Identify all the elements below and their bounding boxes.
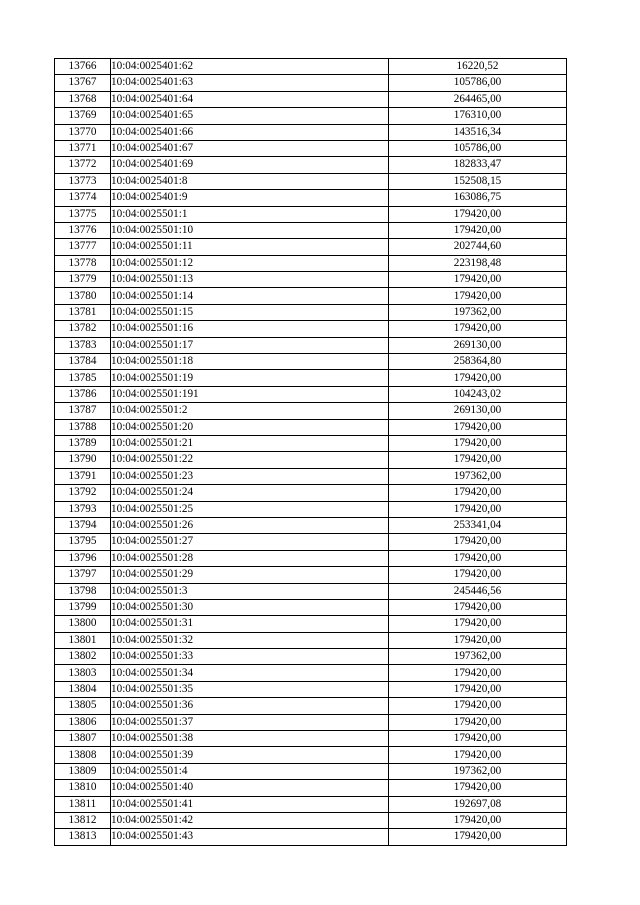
cadastral-number-cell: 10:04:0025501:38 xyxy=(111,731,389,747)
table-row xyxy=(55,731,567,747)
row-number-cell: 13786 xyxy=(55,386,111,402)
table-row xyxy=(55,452,567,468)
value-cell: 179420,00 xyxy=(389,452,567,468)
row-number-cell: 13768 xyxy=(55,91,111,107)
value-cell: 179420,00 xyxy=(389,550,567,566)
cadastral-number-cell: 10:04:0025501:2 xyxy=(111,403,389,419)
row-number-cell: 13774 xyxy=(55,190,111,206)
value-cell: 182833,47 xyxy=(389,157,567,173)
row-number-cell: 13812 xyxy=(55,812,111,828)
table-body xyxy=(55,59,567,846)
cadastral-number-cell: 10:04:0025501:31 xyxy=(111,616,389,632)
cadastral-number-cell: 10:04:0025401:69 xyxy=(111,157,389,173)
cadastral-number-cell: 10:04:0025501:43 xyxy=(111,829,389,845)
cadastral-number-cell: 10:04:0025501:4 xyxy=(111,763,389,779)
table-row xyxy=(55,140,567,156)
cadastral-number-cell: 10:04:0025501:11 xyxy=(111,239,389,255)
row-number-cell: 13772 xyxy=(55,157,111,173)
row-number-cell: 13783 xyxy=(55,337,111,353)
row-number-cell: 13789 xyxy=(55,435,111,451)
data-table xyxy=(54,58,567,846)
table-row xyxy=(55,304,567,320)
value-cell: 192697,08 xyxy=(389,796,567,812)
table-row xyxy=(55,583,567,599)
row-number-cell: 13790 xyxy=(55,452,111,468)
table-row xyxy=(55,747,567,763)
cadastral-number-cell: 10:04:0025501:27 xyxy=(111,534,389,550)
value-cell: 197362,00 xyxy=(389,763,567,779)
table-row xyxy=(55,534,567,550)
row-number-cell: 13770 xyxy=(55,124,111,140)
table-row xyxy=(55,698,567,714)
cadastral-number-cell: 10:04:0025401:64 xyxy=(111,91,389,107)
row-number-cell: 13797 xyxy=(55,567,111,583)
cadastral-number-cell: 10:04:0025401:62 xyxy=(111,59,389,75)
value-cell: 104243,02 xyxy=(389,386,567,402)
cadastral-number-cell: 10:04:0025501:26 xyxy=(111,517,389,533)
table-row xyxy=(55,665,567,681)
cadastral-number-cell: 10:04:0025501:22 xyxy=(111,452,389,468)
cadastral-number-cell: 10:04:0025501:37 xyxy=(111,714,389,730)
value-cell: 245446,56 xyxy=(389,583,567,599)
row-number-cell: 13802 xyxy=(55,649,111,665)
cadastral-number-cell: 10:04:0025401:63 xyxy=(111,75,389,91)
value-cell: 179420,00 xyxy=(389,370,567,386)
value-cell: 163086,75 xyxy=(389,190,567,206)
table-row xyxy=(55,681,567,697)
cadastral-number-cell: 10:04:0025501:15 xyxy=(111,304,389,320)
row-number-cell: 13778 xyxy=(55,255,111,271)
table-row xyxy=(55,567,567,583)
cadastral-number-cell: 10:04:0025401:8 xyxy=(111,173,389,189)
table-row xyxy=(55,190,567,206)
value-cell: 179420,00 xyxy=(389,534,567,550)
table-row xyxy=(55,485,567,501)
table-row xyxy=(55,550,567,566)
row-number-cell: 13782 xyxy=(55,321,111,337)
table-row xyxy=(55,632,567,648)
table-row xyxy=(55,173,567,189)
value-cell: 179420,00 xyxy=(389,632,567,648)
cadastral-number-cell: 10:04:0025501:23 xyxy=(111,468,389,484)
value-cell: 179420,00 xyxy=(389,288,567,304)
row-number-cell: 13785 xyxy=(55,370,111,386)
cadastral-number-cell: 10:04:0025501:36 xyxy=(111,698,389,714)
cadastral-number-cell: 10:04:0025501:29 xyxy=(111,567,389,583)
table-row xyxy=(55,468,567,484)
row-number-cell: 13810 xyxy=(55,780,111,796)
value-cell: 179420,00 xyxy=(389,681,567,697)
row-number-cell: 13773 xyxy=(55,173,111,189)
table-row xyxy=(55,59,567,75)
cadastral-number-cell: 10:04:0025501:35 xyxy=(111,681,389,697)
row-number-cell: 13771 xyxy=(55,140,111,156)
table-row xyxy=(55,796,567,812)
row-number-cell: 13777 xyxy=(55,239,111,255)
row-number-cell: 13775 xyxy=(55,206,111,222)
cadastral-number-cell: 10:04:0025501:21 xyxy=(111,435,389,451)
row-number-cell: 13787 xyxy=(55,403,111,419)
cadastral-number-cell: 10:04:0025401:66 xyxy=(111,124,389,140)
value-cell: 179420,00 xyxy=(389,485,567,501)
value-cell: 179420,00 xyxy=(389,698,567,714)
table-row xyxy=(55,501,567,517)
value-cell: 202744,60 xyxy=(389,239,567,255)
row-number-cell: 13807 xyxy=(55,731,111,747)
table-row xyxy=(55,354,567,370)
cadastral-number-cell: 10:04:0025501:39 xyxy=(111,747,389,763)
row-number-cell: 13779 xyxy=(55,272,111,288)
table-row xyxy=(55,812,567,828)
row-number-cell: 13780 xyxy=(55,288,111,304)
cadastral-number-cell: 10:04:0025501:16 xyxy=(111,321,389,337)
table-row xyxy=(55,649,567,665)
cadastral-number-cell: 10:04:0025501:34 xyxy=(111,665,389,681)
row-number-cell: 13788 xyxy=(55,419,111,435)
table-row xyxy=(55,403,567,419)
table-row xyxy=(55,599,567,615)
table-row xyxy=(55,370,567,386)
row-number-cell: 13796 xyxy=(55,550,111,566)
cadastral-number-cell: 10:04:0025501:28 xyxy=(111,550,389,566)
table-row xyxy=(55,239,567,255)
cadastral-number-cell: 10:04:0025501:20 xyxy=(111,419,389,435)
row-number-cell: 13803 xyxy=(55,665,111,681)
cadastral-number-cell: 10:04:0025501:32 xyxy=(111,632,389,648)
table-row xyxy=(55,206,567,222)
value-cell: 16220,52 xyxy=(389,59,567,75)
value-cell: 179420,00 xyxy=(389,829,567,845)
row-number-cell: 13781 xyxy=(55,304,111,320)
value-cell: 179420,00 xyxy=(389,747,567,763)
table-row xyxy=(55,157,567,173)
row-number-cell: 13811 xyxy=(55,796,111,812)
cadastral-number-cell: 10:04:0025501:24 xyxy=(111,485,389,501)
value-cell: 105786,00 xyxy=(389,140,567,156)
table-row xyxy=(55,272,567,288)
row-number-cell: 13813 xyxy=(55,829,111,845)
row-number-cell: 13792 xyxy=(55,485,111,501)
cadastral-number-cell: 10:04:0025501:40 xyxy=(111,780,389,796)
value-cell: 179420,00 xyxy=(389,599,567,615)
value-cell: 269130,00 xyxy=(389,337,567,353)
value-cell: 179420,00 xyxy=(389,812,567,828)
table-row xyxy=(55,337,567,353)
cadastral-number-cell: 10:04:0025501:18 xyxy=(111,354,389,370)
row-number-cell: 13805 xyxy=(55,698,111,714)
row-number-cell: 13800 xyxy=(55,616,111,632)
value-cell: 179420,00 xyxy=(389,780,567,796)
row-number-cell: 13767 xyxy=(55,75,111,91)
cadastral-number-cell: 10:04:0025501:12 xyxy=(111,255,389,271)
value-cell: 223198,48 xyxy=(389,255,567,271)
row-number-cell: 13806 xyxy=(55,714,111,730)
table-row xyxy=(55,321,567,337)
table-row xyxy=(55,255,567,271)
row-number-cell: 13799 xyxy=(55,599,111,615)
table-row xyxy=(55,288,567,304)
cadastral-number-cell: 10:04:0025501:3 xyxy=(111,583,389,599)
value-cell: 176310,00 xyxy=(389,108,567,124)
value-cell: 152508,15 xyxy=(389,173,567,189)
table-row xyxy=(55,124,567,140)
cadastral-number-cell: 10:04:0025501:41 xyxy=(111,796,389,812)
table-row xyxy=(55,386,567,402)
value-cell: 105786,00 xyxy=(389,75,567,91)
value-cell: 179420,00 xyxy=(389,206,567,222)
table-row xyxy=(55,763,567,779)
table-row xyxy=(55,108,567,124)
cadastral-number-cell: 10:04:0025501:191 xyxy=(111,386,389,402)
row-number-cell: 13793 xyxy=(55,501,111,517)
value-cell: 179420,00 xyxy=(389,222,567,238)
value-cell: 197362,00 xyxy=(389,304,567,320)
cadastral-number-cell: 10:04:0025401:65 xyxy=(111,108,389,124)
table-row xyxy=(55,517,567,533)
cadastral-number-cell: 10:04:0025501:13 xyxy=(111,272,389,288)
value-cell: 179420,00 xyxy=(389,419,567,435)
cadastral-number-cell: 10:04:0025501:10 xyxy=(111,222,389,238)
cadastral-number-cell: 10:04:0025401:9 xyxy=(111,190,389,206)
cadastral-number-cell: 10:04:0025501:30 xyxy=(111,599,389,615)
cadastral-number-cell: 10:04:0025501:14 xyxy=(111,288,389,304)
row-number-cell: 13784 xyxy=(55,354,111,370)
table-row xyxy=(55,222,567,238)
row-number-cell: 13808 xyxy=(55,747,111,763)
cadastral-number-cell: 10:04:0025401:67 xyxy=(111,140,389,156)
value-cell: 253341,04 xyxy=(389,517,567,533)
value-cell: 179420,00 xyxy=(389,714,567,730)
value-cell: 197362,00 xyxy=(389,649,567,665)
table-row xyxy=(55,75,567,91)
value-cell: 179420,00 xyxy=(389,435,567,451)
table-row xyxy=(55,419,567,435)
table-row xyxy=(55,616,567,632)
table-row xyxy=(55,91,567,107)
row-number-cell: 13801 xyxy=(55,632,111,648)
value-cell: 179420,00 xyxy=(389,567,567,583)
row-number-cell: 13794 xyxy=(55,517,111,533)
row-number-cell: 13776 xyxy=(55,222,111,238)
cadastral-number-cell: 10:04:0025501:17 xyxy=(111,337,389,353)
cadastral-number-cell: 10:04:0025501:1 xyxy=(111,206,389,222)
value-cell: 269130,00 xyxy=(389,403,567,419)
cadastral-number-cell: 10:04:0025501:19 xyxy=(111,370,389,386)
value-cell: 197362,00 xyxy=(389,468,567,484)
row-number-cell: 13769 xyxy=(55,108,111,124)
row-number-cell: 13809 xyxy=(55,763,111,779)
value-cell: 258364,80 xyxy=(389,354,567,370)
value-cell: 179420,00 xyxy=(389,321,567,337)
cadastral-number-cell: 10:04:0025501:42 xyxy=(111,812,389,828)
table-row xyxy=(55,714,567,730)
table-row xyxy=(55,780,567,796)
value-cell: 264465,00 xyxy=(389,91,567,107)
cadastral-number-cell: 10:04:0025501:25 xyxy=(111,501,389,517)
value-cell: 179420,00 xyxy=(389,501,567,517)
table-row xyxy=(55,435,567,451)
row-number-cell: 13766 xyxy=(55,59,111,75)
value-cell: 179420,00 xyxy=(389,272,567,288)
value-cell: 143516,34 xyxy=(389,124,567,140)
cadastral-number-cell: 10:04:0025501:33 xyxy=(111,649,389,665)
row-number-cell: 13791 xyxy=(55,468,111,484)
value-cell: 179420,00 xyxy=(389,616,567,632)
table-row xyxy=(55,829,567,845)
row-number-cell: 13798 xyxy=(55,583,111,599)
value-cell: 179420,00 xyxy=(389,731,567,747)
row-number-cell: 13795 xyxy=(55,534,111,550)
row-number-cell: 13804 xyxy=(55,681,111,697)
value-cell: 179420,00 xyxy=(389,665,567,681)
